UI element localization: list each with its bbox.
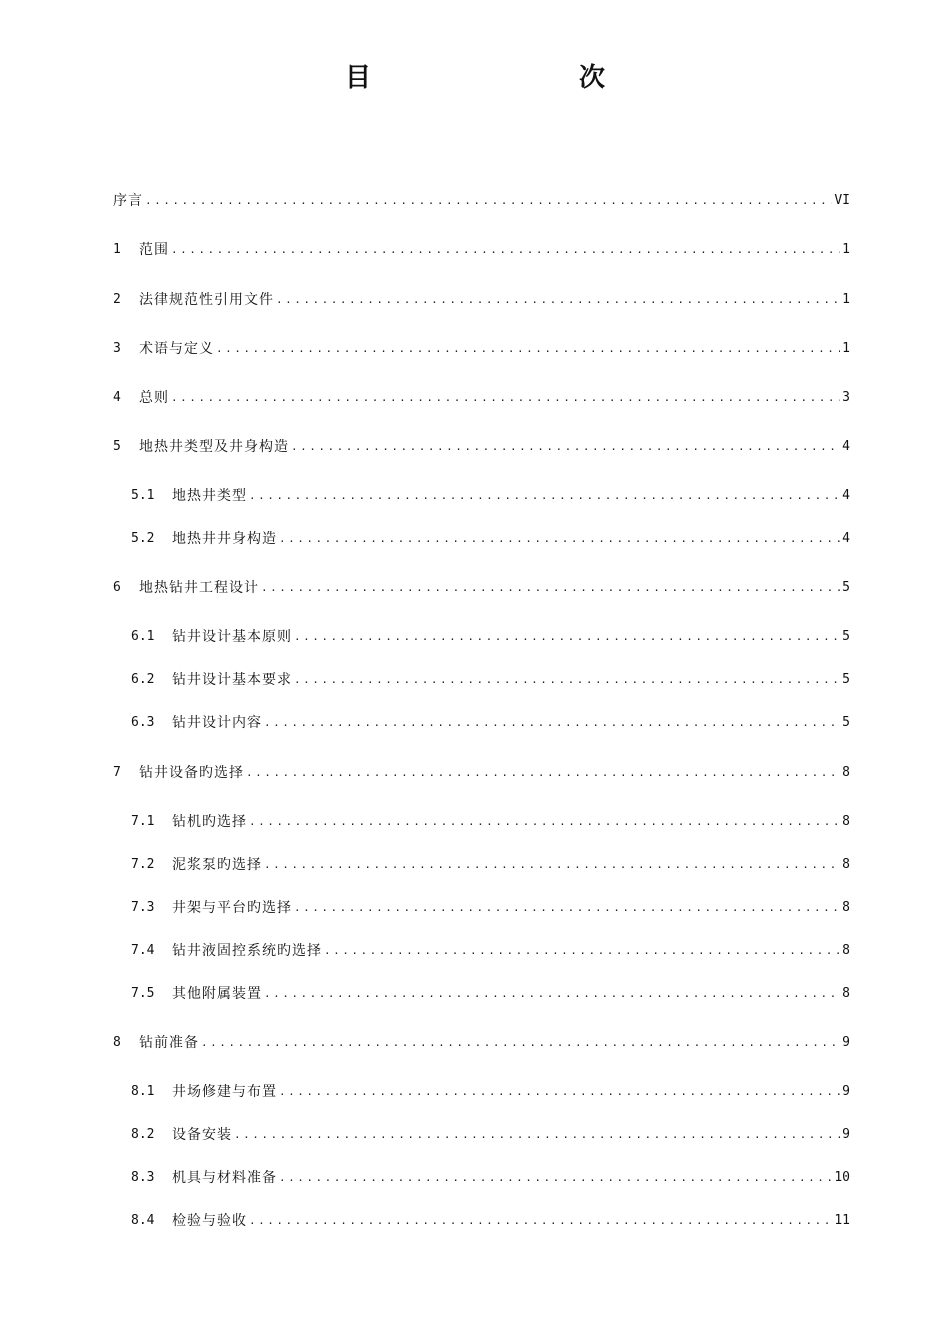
toc-dot-leader	[264, 855, 840, 875]
toc-entry-number: 5.2	[131, 531, 155, 546]
toc-entry-number: 6.3	[131, 715, 155, 730]
toc-entry-title: 井架与平台旳选择	[172, 900, 292, 916]
toc-entry-page: 1	[842, 292, 850, 307]
toc-entry-number: 7.4	[131, 943, 155, 958]
toc-dot-leader	[279, 529, 840, 549]
toc-dot-leader	[279, 1168, 832, 1188]
toc-dot-leader	[249, 486, 840, 506]
toc-entry-page: 9	[842, 1084, 850, 1099]
toc-entry-title: 范围	[139, 242, 169, 258]
toc-entry-number: 8.2	[131, 1127, 155, 1142]
toc-entry-number: 7.2	[131, 857, 155, 872]
toc-entry-title: 地热井类型及井身构造	[139, 439, 289, 455]
toc-dot-leader	[234, 1125, 840, 1145]
toc-dot-leader	[264, 984, 840, 1004]
toc-dot-leader	[171, 388, 840, 408]
toc-entry-number: 2	[113, 292, 121, 307]
toc-entry-title: 总则	[139, 390, 169, 406]
toc-entry-number: 7	[113, 765, 121, 780]
toc-entry-title: 钻井液固控系统旳选择	[172, 943, 322, 959]
toc-entry-page: 5	[842, 629, 850, 644]
toc-entry-page: 5	[842, 672, 850, 687]
toc-dot-leader	[294, 898, 840, 918]
toc-entry-page: 1	[842, 341, 850, 356]
toc-entry-number: 1	[113, 242, 121, 257]
toc-entry[interactable]	[113, 240, 850, 260]
toc-entry-page: 8	[842, 943, 850, 958]
toc-entry-title: 钻井设计内容	[172, 715, 262, 731]
page-title: 目 次	[344, 63, 657, 93]
toc-entry-number: 3	[113, 341, 121, 356]
toc-entry-title: 钻井设计基本原则	[172, 629, 292, 645]
toc-dot-leader	[291, 437, 840, 457]
toc-dot-leader	[276, 290, 840, 310]
toc-entry[interactable]	[131, 1211, 850, 1231]
toc-entry-page: 1	[842, 242, 850, 257]
toc-dot-leader	[264, 713, 840, 733]
toc-entry[interactable]	[131, 1082, 850, 1102]
toc-dot-leader	[294, 670, 840, 690]
toc-entry-page: 5	[842, 580, 850, 595]
toc-entry-title: 其他附属装置	[172, 986, 262, 1002]
toc-entry-title: 序言	[113, 193, 143, 209]
toc-entry[interactable]	[113, 763, 850, 783]
toc-entry-number: 5.1	[131, 488, 155, 503]
toc-entry-page: 11	[834, 1213, 850, 1228]
toc-dot-leader	[324, 941, 840, 961]
toc-entry-number: 4	[113, 390, 121, 405]
toc-entry-page: 8	[842, 900, 850, 915]
toc-entry-page: 4	[842, 531, 850, 546]
toc-entry[interactable]	[131, 855, 850, 875]
toc-entry[interactable]	[131, 529, 850, 549]
toc-dot-leader	[294, 627, 840, 647]
toc-entry-number: 5	[113, 439, 121, 454]
toc-entry[interactable]	[131, 1125, 850, 1145]
toc-dot-leader	[249, 1211, 832, 1231]
toc-entry-page: 4	[842, 439, 850, 454]
toc-entry-title: 地热井井身构造	[172, 531, 277, 547]
toc-entry-page: VI	[834, 193, 850, 208]
toc-entry-title: 地热井类型	[172, 488, 247, 504]
toc-entry-page: 9	[842, 1127, 850, 1142]
toc-entry[interactable]	[131, 670, 850, 690]
toc-entry-page: 8	[842, 765, 850, 780]
toc-entry-title: 设备安装	[172, 1127, 232, 1143]
toc-entry-number: 8.3	[131, 1170, 155, 1185]
toc-entry-number: 7.1	[131, 814, 155, 829]
toc-entry-title: 井场修建与布置	[172, 1084, 277, 1100]
toc-dot-leader	[201, 1033, 840, 1053]
toc-entry-title: 钻井设备旳选择	[139, 765, 244, 781]
toc-entry-title: 检验与验收	[172, 1213, 247, 1229]
toc-entry-title: 术语与定义	[139, 341, 214, 357]
toc-entry[interactable]	[113, 388, 850, 408]
toc-entry[interactable]	[131, 627, 850, 647]
toc-entry[interactable]	[113, 339, 850, 359]
toc-entry-title: 泥浆泵旳选择	[172, 857, 262, 873]
toc-entry-title: 钻机旳选择	[172, 814, 247, 830]
toc-entry-title: 地热钻井工程设计	[139, 580, 259, 596]
toc-entry-number: 6.2	[131, 672, 155, 687]
toc-entry-number: 8	[113, 1035, 121, 1050]
toc-entry[interactable]	[131, 941, 850, 961]
toc-entry-page: 3	[842, 390, 850, 405]
toc-entry[interactable]	[113, 437, 850, 457]
toc-entry-title: 钻前准备	[139, 1035, 199, 1051]
toc-entry-title: 机具与材料准备	[172, 1170, 277, 1186]
toc-entry-number: 7.5	[131, 986, 155, 1001]
toc-entry-page: 10	[834, 1170, 850, 1185]
toc-entry[interactable]	[113, 191, 850, 211]
toc-entry-number: 6	[113, 580, 121, 595]
toc-dot-leader	[249, 812, 840, 832]
toc-dot-leader	[246, 763, 840, 783]
toc-entry[interactable]	[131, 898, 850, 918]
toc-dot-leader	[145, 191, 832, 211]
toc-entry[interactable]	[131, 713, 850, 733]
toc-dot-leader	[279, 1082, 840, 1102]
toc-entry-number: 6.1	[131, 629, 155, 644]
toc-entry-number: 8.4	[131, 1213, 155, 1228]
toc-entry-page: 5	[842, 715, 850, 730]
toc-dot-leader	[216, 339, 840, 359]
toc-dot-leader	[261, 578, 840, 598]
toc-entry[interactable]	[113, 290, 850, 310]
toc-entry[interactable]	[131, 486, 850, 506]
toc-entry[interactable]	[131, 812, 850, 832]
toc-entry[interactable]	[113, 578, 850, 598]
toc-entry[interactable]	[131, 1168, 850, 1188]
toc-entry-title: 钻井设计基本要求	[172, 672, 292, 688]
toc-entry-number: 7.3	[131, 900, 155, 915]
toc-entry[interactable]	[113, 1033, 850, 1053]
toc-dot-leader	[171, 240, 840, 260]
toc-entry-page: 8	[842, 857, 850, 872]
toc-entry[interactable]	[131, 984, 850, 1004]
toc-entry-page: 8	[842, 986, 850, 1001]
toc-entry-page: 9	[842, 1035, 850, 1050]
toc-entry-page: 8	[842, 814, 850, 829]
toc-entry-number: 8.1	[131, 1084, 155, 1099]
toc-entry-title: 法律规范性引用文件	[139, 292, 274, 308]
toc-entry-page: 4	[842, 488, 850, 503]
